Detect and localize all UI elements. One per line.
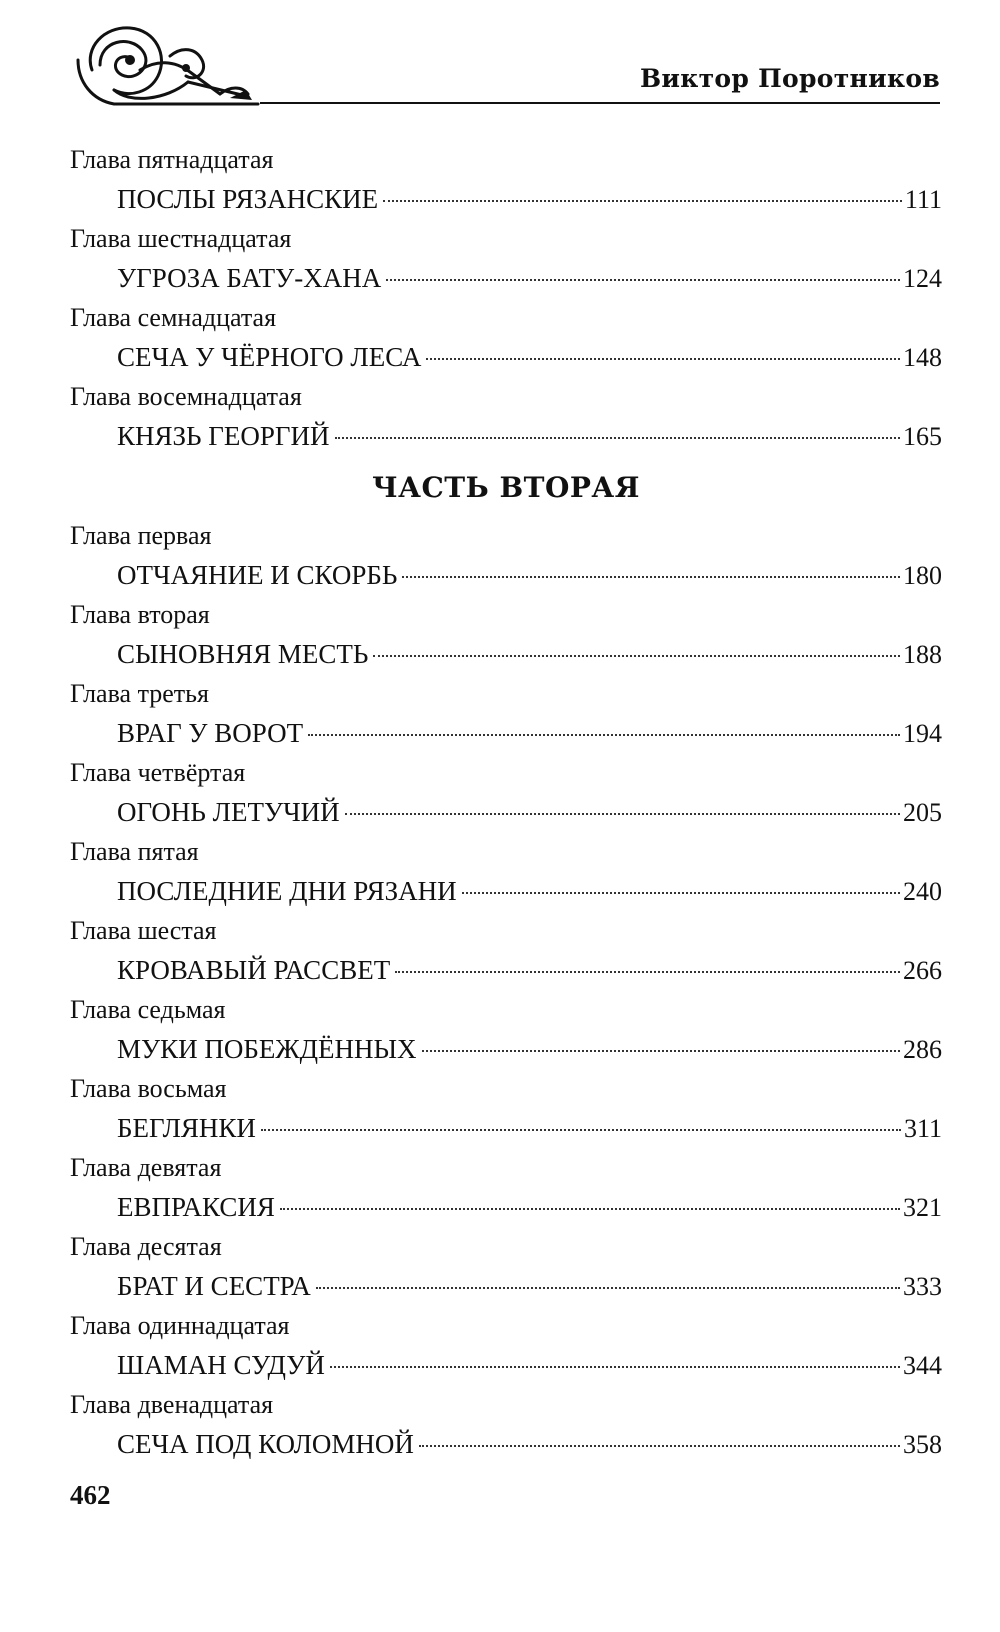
chapter-label: Глава одиннадцатая [70, 1311, 290, 1340]
chapter-title-row [70, 416, 942, 456]
chapter-title: ОГОНЬ ЛЕТУЧИЙ [117, 797, 340, 827]
chapter-title-row [70, 337, 942, 377]
chapter-page-number: 148 [903, 343, 942, 372]
chapter-label: Глава восьмая [70, 1074, 227, 1103]
chapter-page-number: 165 [903, 422, 942, 451]
chapter-title: ЕВПРАКСИЯ [117, 1192, 275, 1222]
dot-leader [386, 279, 900, 281]
toc-entry [70, 140, 942, 219]
chapter-title: МУКИ ПОБЕЖДЁННЫХ [117, 1034, 417, 1064]
chapter-page-number: 333 [903, 1272, 942, 1301]
celtic-knot-ornament-icon [70, 20, 260, 110]
chapter-label: Глава пятнадцатая [70, 145, 274, 174]
toc-entry [70, 674, 942, 753]
dot-leader [316, 1287, 900, 1289]
chapter-title-row [70, 713, 942, 753]
toc-entry [70, 1069, 942, 1148]
toc-entry [70, 832, 942, 911]
chapter-title: ШАМАН СУДУЙ [117, 1350, 325, 1380]
chapter-label: Глава вторая [70, 600, 210, 629]
chapter-title-row [70, 258, 942, 298]
chapter-title: КНЯЗЬ ГЕОРГИЙ [117, 421, 330, 451]
dot-leader [335, 437, 900, 439]
dot-leader [330, 1366, 900, 1368]
chapter-title-row [70, 950, 942, 990]
chapter-title-row [70, 1108, 942, 1148]
chapter-title: СЕЧА У ЧЁРНОГО ЛЕСА [117, 342, 422, 372]
toc-entry [70, 516, 942, 595]
dot-leader [373, 655, 900, 657]
chapter-page-number: 194 [903, 719, 942, 748]
chapter-title-row [70, 1424, 942, 1464]
toc-entry [70, 1227, 942, 1306]
table-of-contents [70, 140, 942, 1464]
chapter-title: ПОСЛЫ РЯЗАНСКИЕ [117, 184, 379, 214]
chapter-title-row [70, 179, 942, 219]
chapter-label: Глава двенадцатая [70, 1390, 274, 1419]
toc-entry [70, 298, 942, 377]
toc-entry [70, 1385, 942, 1464]
chapter-page-number: 286 [903, 1035, 942, 1064]
chapter-page-number: 311 [903, 1114, 942, 1143]
chapter-label: Глава семнадцатая [70, 303, 277, 332]
dot-leader [462, 892, 900, 894]
chapter-label: Глава восемнадцатая [70, 382, 302, 411]
part-two-entries [70, 516, 942, 1464]
chapter-title: ПОСЛЕДНИЕ ДНИ РЯЗАНИ [117, 876, 457, 906]
chapter-title-row [70, 634, 942, 674]
chapter-label: Глава десятая [70, 1232, 222, 1261]
chapter-page-number: 240 [903, 877, 942, 906]
chapter-title-row [70, 871, 942, 911]
chapter-page-number: 188 [903, 640, 942, 669]
dot-leader [395, 971, 900, 973]
chapter-title-row [70, 1345, 942, 1385]
toc-entry [70, 1148, 942, 1227]
chapter-title-row [70, 1029, 942, 1069]
chapter-label: Глава девятая [70, 1153, 222, 1182]
part-two-heading: ЧАСТЬ ВТОРАЯ [372, 471, 640, 504]
dot-leader [422, 1050, 900, 1052]
chapter-label: Глава шестая [70, 916, 217, 945]
chapter-title: ВРАГ У ВОРОТ [117, 718, 304, 748]
chapter-label: Глава третья [70, 679, 209, 708]
dot-leader [426, 358, 900, 360]
chapter-label: Глава четвёртая [70, 758, 246, 787]
chapter-page-number: 358 [903, 1430, 942, 1459]
chapter-title-row [70, 1187, 942, 1227]
chapter-label: Глава пятая [70, 837, 199, 866]
chapter-title: КРОВАВЫЙ РАССВЕТ [117, 955, 391, 985]
header-rule [260, 102, 940, 104]
chapter-page-number: 266 [903, 956, 942, 985]
chapter-page-number: 344 [903, 1351, 942, 1380]
part-one-entries [70, 140, 942, 456]
page-number: 462 [70, 1480, 111, 1510]
dot-leader [261, 1129, 901, 1131]
toc-entry [70, 377, 942, 456]
chapter-title: ОТЧАЯНИЕ И СКОРБЬ [117, 560, 398, 590]
dot-leader [308, 734, 900, 736]
chapter-title-row [70, 792, 942, 832]
chapter-page-number: 111 [904, 185, 942, 214]
chapter-label: Глава седьмая [70, 995, 226, 1024]
toc-entry [70, 1306, 942, 1385]
toc-entry [70, 595, 942, 674]
toc-entry [70, 990, 942, 1069]
running-header [70, 20, 940, 110]
chapter-title: БРАТ И СЕСТРА [117, 1271, 311, 1301]
chapter-title: БЕГЛЯНКИ [117, 1113, 256, 1143]
dot-leader [280, 1208, 900, 1210]
chapter-title: СЕЧА ПОД КОЛОМНОЙ [117, 1429, 414, 1459]
chapter-page-number: 180 [903, 561, 942, 590]
chapter-title-row [70, 555, 942, 595]
dot-leader [345, 813, 900, 815]
chapter-label: Глава первая [70, 521, 212, 550]
dot-leader [402, 576, 900, 578]
chapter-title-row [70, 1266, 942, 1306]
dot-leader [383, 200, 902, 202]
toc-entry [70, 219, 942, 298]
chapter-title: СЫНОВНЯЯ МЕСТЬ [117, 639, 369, 669]
chapter-page-number: 205 [903, 798, 942, 827]
toc-entry [70, 753, 942, 832]
dot-leader [419, 1445, 900, 1447]
chapter-title: УГРОЗА БАТУ-ХАНА [117, 263, 382, 293]
running-header-author: Виктор Поротников [639, 64, 940, 93]
chapter-page-number: 321 [903, 1193, 942, 1222]
toc-entry [70, 911, 942, 990]
chapter-page-number: 124 [903, 264, 942, 293]
chapter-label: Глава шестнадцатая [70, 224, 292, 253]
